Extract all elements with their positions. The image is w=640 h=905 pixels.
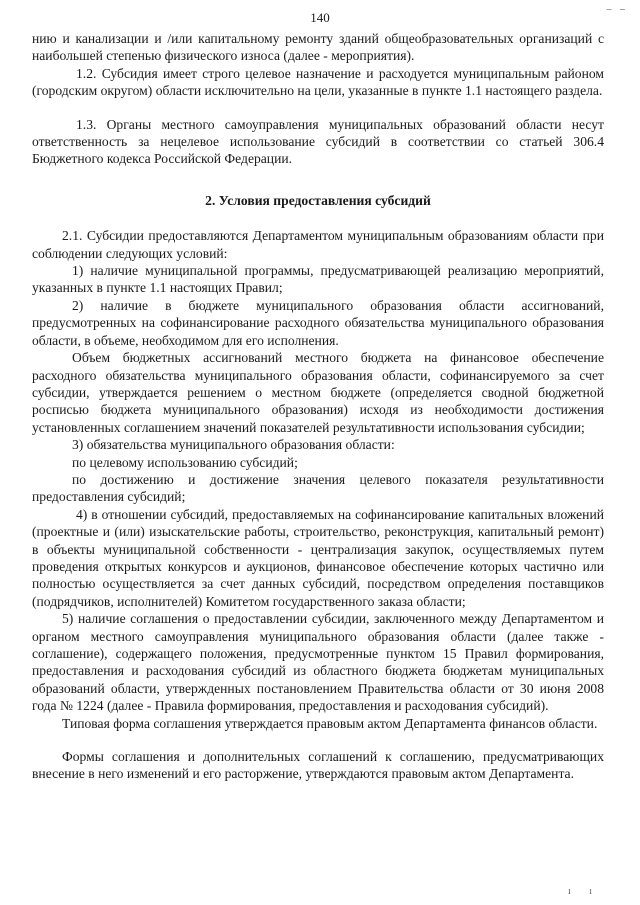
paragraph-1-3: 1.3. Органы местного самоуправления муниципальных образований области несут ответственность за нецелевое использование субсидий в соответствии со статьей 306.4 Бюджетного кодекса Российской Федерации. bbox=[32, 116, 604, 167]
list-item-4: 4) в отношении субсидий, предоставляемых на софинансирование капитальных вложений (проектные и (или) изыскательские работы, строительство, реконструкция, капитальный ремонт) в объекты муниципальной собственности - централизация закупок, осуществляемых путем проведения открытых конкурсов и аукционов, финансовое обеспечение которых частично или полностью осуществляется за счет данных субсидий, посредством определения поставщиков (подрядчиков, исполнителей) Комитетом государственного заказа области; bbox=[32, 506, 604, 609]
bottom-mark: ı ı bbox=[567, 886, 600, 897]
paragraph-agreement-forms: Формы соглашения и дополнительных соглашений к соглашению, предусматривающих внесение в него изменений и его расторжение, утверждаются правовым актом Департамента. bbox=[32, 749, 604, 782]
paragraph-1-2: 1.2. Субсидия имеет строго целевое назначение и расходуется муниципальным районом (городским округом) области исключительно на цели, указанные в пункте 1.1 настоящего раздела. bbox=[32, 65, 604, 99]
sub-item-target-use: по целевому использованию субсидий; bbox=[72, 454, 298, 470]
paragraph-agreement-form: Типовая форма соглашения утверждается правовым актом Департамента финансов области. bbox=[62, 715, 598, 731]
list-item-2: 2) наличие в бюджете муниципального образования области ассигнований, предусмотренных на софинансирование расходного обязательства муниципального образования области, в объеме, необходимом для его исполнения. bbox=[32, 297, 604, 348]
paragraph-continuation: нию и канализации и /или капитальному ремонту зданий общеобразовательных организаций с наибольшей степенью физического износа (далее - мероприятия). bbox=[32, 31, 604, 64]
sub-item-target-indicator: по достижению и достижение значения целевого показателя результативности предоставления субсидий; bbox=[32, 471, 604, 505]
list-item-5: 5) наличие соглашения о предоставлении субсидии, заключенного между Департаментом и органом местного самоуправления муниципального образования области (далее также - соглашение), содержащего положения, предусмотренные пунктом 15 Правил формирования, предоставления и расходования субсидий из областного бюджета бюджетам муниципальных образований области, утвержденных постановлением Правительства области от 30 июня 2008 года № 1224 (далее - Правила формирования, предоставления и расходования субсидий). bbox=[32, 611, 604, 714]
document-body bbox=[32, 30, 604, 783]
paragraph-2-1: 2.1. Субсидии предоставляются Департаментом муниципальным образованиям области при соблюдении следующих условий: bbox=[32, 228, 604, 261]
paragraph-budget-volume: Объем бюджетных ассигнований местного бюджета на финансовое обеспечение расходного обязательства муниципального образования области, софинансируемого за счет субсидии, утверждается решением о местном бюджете (определяется сводной бюджетной росписью бюджета муниципального образования) исходя из необходимости достижения установленных соглашением значений показателей результативности использования субсидии; bbox=[32, 350, 604, 435]
section-heading: 2. Условия предоставления субсидий bbox=[205, 192, 431, 208]
corner-mark: _ _ bbox=[606, 0, 628, 11]
list-item-3: 3) обязательства муниципального образования области: bbox=[72, 437, 395, 453]
list-item-1: 1) наличие муниципальной программы, предусматривающей реализацию мероприятий, указанных в пункте 1.1 настоящих Правил; bbox=[32, 263, 604, 296]
page-number: 140 bbox=[310, 10, 330, 25]
